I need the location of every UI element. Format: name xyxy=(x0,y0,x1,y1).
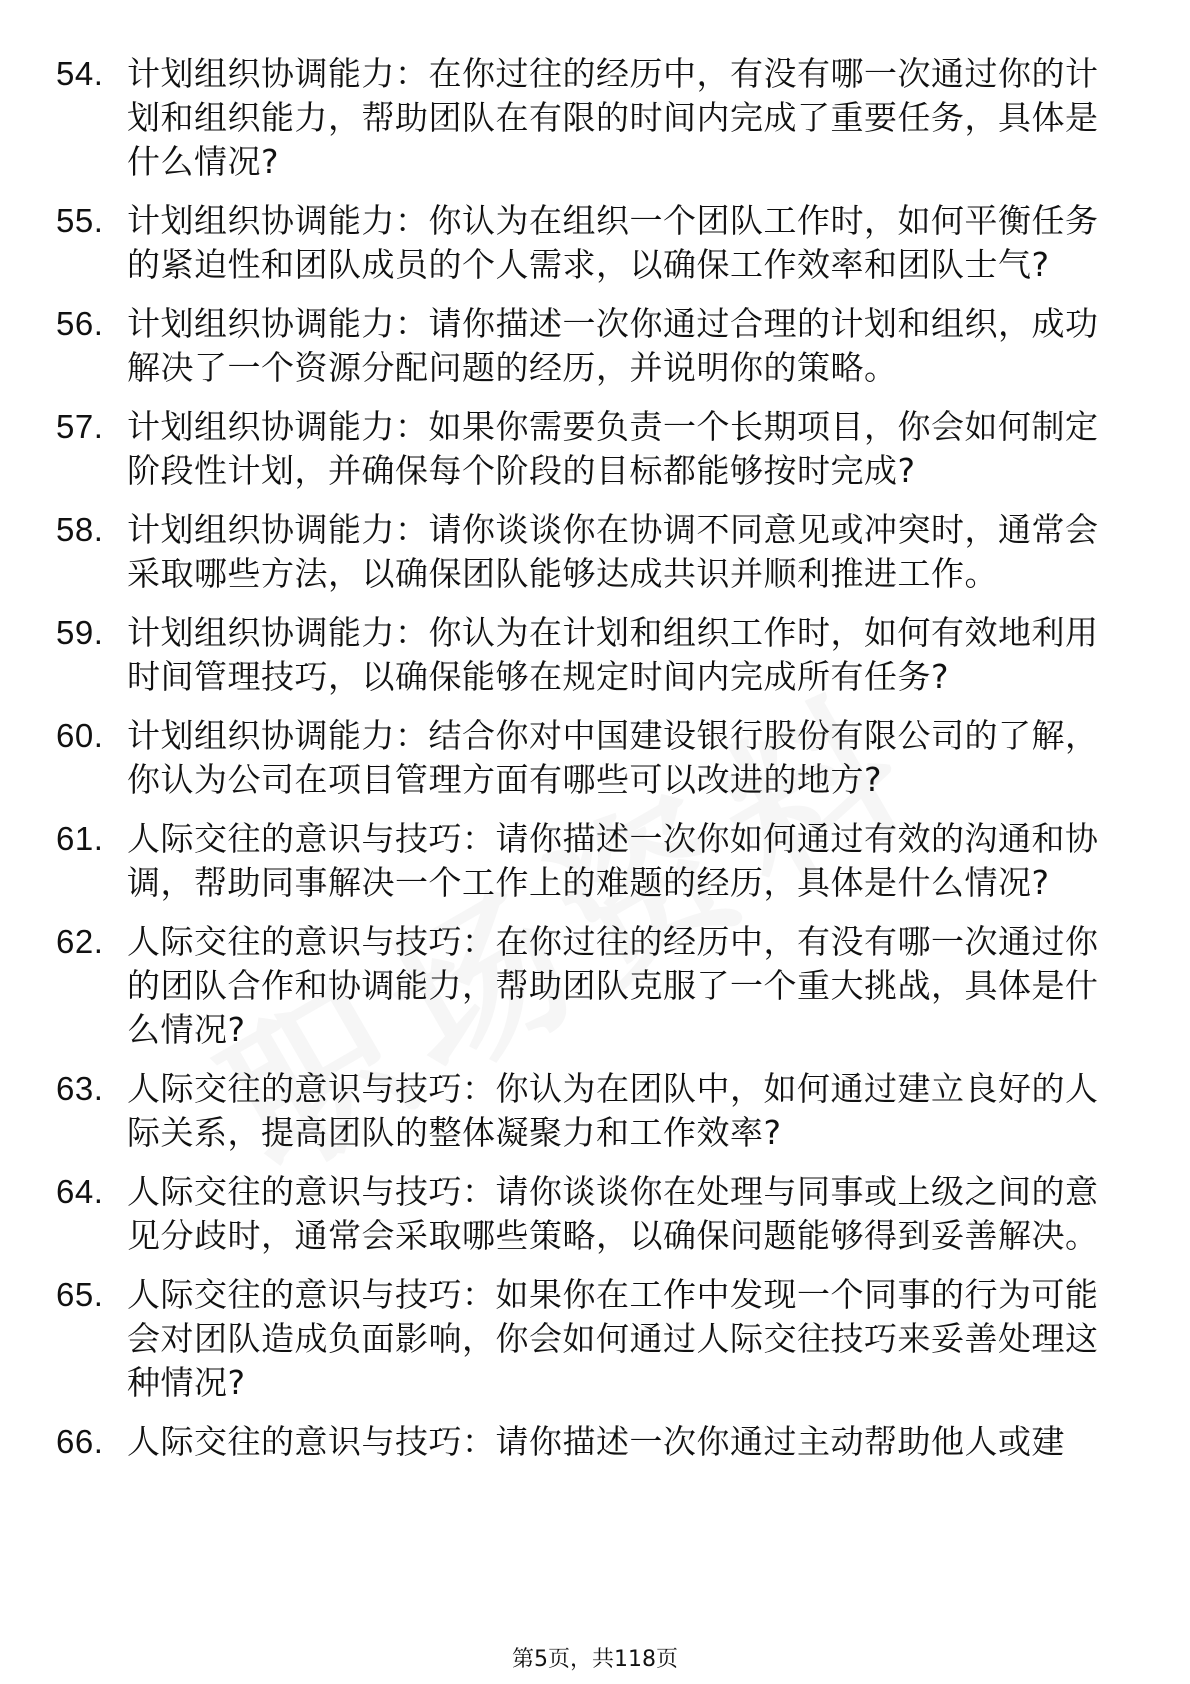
question-number: 54. xyxy=(56,55,104,92)
question-text: 计划组织协调能力：在你过往的经历中，有没有哪一次通过你的计划和组织能力，帮助团队在有限的时间内完成了重要任务，具体是什么情况? xyxy=(127,54,1099,181)
question-text: 计划组织协调能力：请你谈谈你在协调不同意见或冲突时，通常会采取哪些方法，以确保团队能够达成共识并顺利推进工作。 xyxy=(127,510,1099,593)
question-item xyxy=(0,199,1107,287)
question-text: 人际交往的意识与技巧：请你谈谈你在处理与同事或上级之间的意见分歧时，通常会采取哪些策略，以确保问题能够得到妥善解决。 xyxy=(127,1172,1099,1255)
question-item xyxy=(0,817,1107,905)
question-item xyxy=(0,302,1107,390)
question-item xyxy=(0,405,1107,493)
question-text: 计划组织协调能力：结合你对中国建设银行股份有限公司的了解，你认为公司在项目管理方面有哪些可以改进的地方? xyxy=(127,716,1099,799)
question-item xyxy=(0,508,1107,596)
question-text: 人际交往的意识与技巧：请你描述一次你如何通过有效的沟通和协调，帮助同事解决一个工作上的难题的经历，具体是什么情况? xyxy=(127,819,1099,902)
question-item xyxy=(0,1420,1107,1464)
question-text: 人际交往的意识与技巧：如果你在工作中发现一个同事的行为可能会对团队造成负面影响，你会如何通过人际交往技巧来妥善处理这种情况? xyxy=(127,1275,1099,1402)
question-number: 59. xyxy=(56,614,104,651)
question-text: 计划组织协调能力：你认为在计划和组织工作时，如何有效地利用时间管理技巧，以确保能够在规定时间内完成所有任务? xyxy=(127,613,1099,696)
question-list xyxy=(0,52,1190,1479)
question-text: 人际交往的意识与技巧：请你描述一次你通过主动帮助他人或建 xyxy=(127,1422,1065,1461)
question-number: 57. xyxy=(56,408,104,445)
question-number: 64. xyxy=(56,1173,104,1210)
question-number: 56. xyxy=(56,305,104,342)
question-item xyxy=(0,1170,1107,1258)
question-number: 62. xyxy=(56,923,104,960)
question-item xyxy=(0,714,1107,802)
question-number: 55. xyxy=(56,202,104,239)
question-text: 人际交往的意识与技巧：在你过往的经历中，有没有哪一次通过你的团队合作和协调能力，帮助团队克服了一个重大挑战，具体是什么情况? xyxy=(127,922,1099,1049)
question-text: 计划组织协调能力：你认为在组织一个团队工作时，如何平衡任务的紧迫性和团队成员的个人需求，以确保工作效率和团队士气? xyxy=(127,201,1099,284)
question-number: 63. xyxy=(56,1070,104,1107)
question-text: 计划组织协调能力：如果你需要负责一个长期项目，你会如何制定阶段性计划，并确保每个阶段的目标都能够按时完成? xyxy=(127,407,1099,490)
question-text: 人际交往的意识与技巧：你认为在团队中，如何通过建立良好的人际关系，提高团队的整体凝聚力和工作效率? xyxy=(127,1069,1099,1152)
question-item xyxy=(0,1067,1107,1155)
question-item xyxy=(0,1273,1107,1405)
question-number: 60. xyxy=(56,717,104,754)
question-item xyxy=(0,920,1107,1052)
question-number: 66. xyxy=(56,1423,104,1460)
question-item xyxy=(0,611,1107,699)
question-item xyxy=(0,52,1107,184)
question-number: 61. xyxy=(56,820,104,857)
page-number-label: 第5页，共118页 xyxy=(512,1647,678,1672)
page-footer xyxy=(0,1642,1190,1673)
question-number: 65. xyxy=(56,1276,104,1313)
question-number: 58. xyxy=(56,511,104,548)
question-text: 计划组织协调能力：请你描述一次你通过合理的计划和组织，成功解决了一个资源分配问题的经历，并说明你的策略。 xyxy=(127,304,1099,387)
